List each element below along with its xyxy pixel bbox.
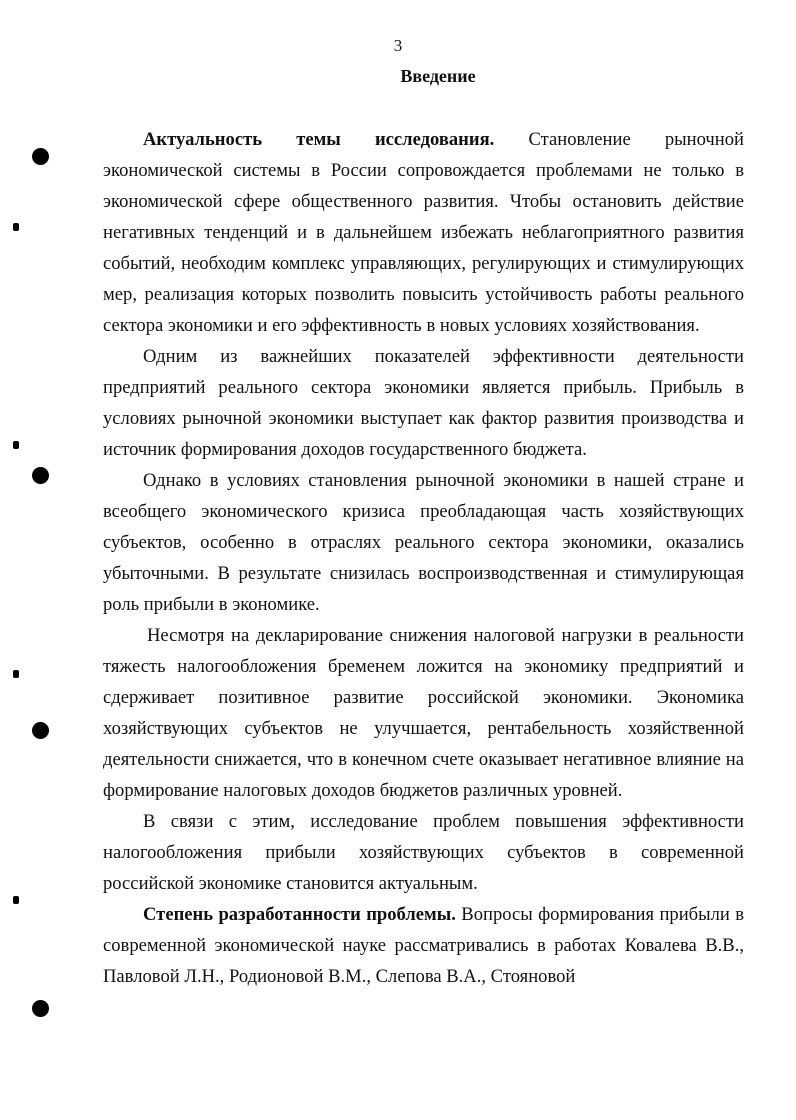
paragraph-text: В связи с этим, исследование проблем повышения эффективности налогообложения прибыли хозяйствующих субъектов в современной российской экономике становится актуальным. <box>103 811 744 894</box>
paragraph <box>103 465 744 620</box>
punch-hole <box>32 467 49 484</box>
section-heading-development: Степень разработанности проблемы. <box>143 904 456 925</box>
paragraph-text: Одним из важнейших показателей эффективности деятельности предприятий реального сектора экономики является прибыль. Прибыль в условиях рыночной экономики выступает как фактор развития производства и источник формирования доходов государственного бюджета. <box>103 346 744 460</box>
paragraph-text: Вопросы формирования прибыли в современной экономической науке рассматривались в работах Ковалева В.В., Павловой Л.Н., Родионовой В.М., Слепова В.А., Стояновой <box>103 904 744 987</box>
punch-hole <box>32 148 49 165</box>
paragraph-text: Несмотря на декларирование снижения налоговой нагрузки в реальности тяжесть налогообложения бременем ложится на экономику предприятий и сдерживает позитивное развитие российской экономики. Экономика хозяйствующих субъектов не улучшается, рентабельность хозяйственной деятельности снижается, что в конечном счете оказывает негативное влияние на формирование налоговых доходов бюджетов различных уровней. <box>103 625 744 801</box>
scan-mark <box>13 223 19 231</box>
paragraph-text: Становление рыночной экономической системы в России сопровождается проблемами не только в экономической сфере общественного развития. Чтобы остановить действие негативных тенденций и в дальнейшем избежать неблагоприятного развития событий, необходим комплекс управляющих, регулирующих и стимулирующих мер, реализация которых позволить повысить устойчивость работы реального сектора экономики и его эффективность в новых условиях хозяйствования. <box>103 129 744 336</box>
paragraph <box>103 899 744 992</box>
scan-mark <box>13 441 19 449</box>
section-heading-relevance: Актуальность темы исследования. <box>143 129 495 150</box>
paragraph <box>103 341 744 465</box>
paragraph <box>103 806 744 899</box>
scan-mark <box>13 896 19 904</box>
page-title: Введение <box>400 66 476 86</box>
punch-hole <box>32 722 49 739</box>
punch-hole <box>32 1000 49 1017</box>
body-text <box>103 124 744 992</box>
scan-mark <box>13 670 19 678</box>
paragraph <box>103 620 744 806</box>
paragraph <box>103 124 744 341</box>
paragraph-text: Однако в условиях становления рыночной экономики в нашей стране и всеобщего экономического кризиса преобладающая часть хозяйствующих субъектов, особенно в отраслях реального сектора экономики, оказались убыточными. В результате снизилась воспроизводственная и стимулирующая роль прибыли в экономике. <box>103 470 744 615</box>
page-number: 3 <box>393 36 403 55</box>
